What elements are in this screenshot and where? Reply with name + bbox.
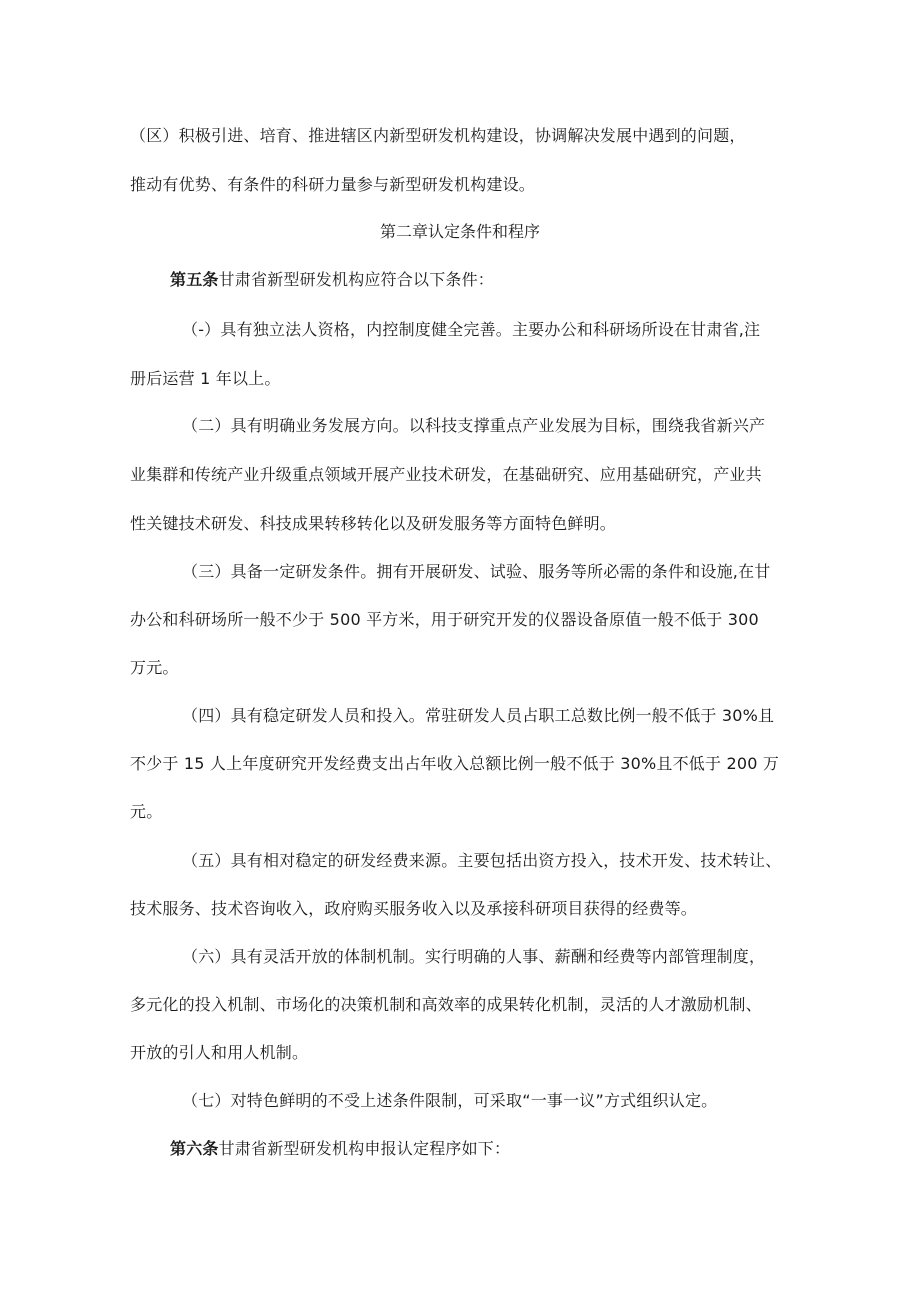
paragraph-line: 推动有优势、有条件的科研力量参与新型研发机构建设。 (130, 175, 536, 194)
paragraph-line: （七）对特色鲜明的不受上述条件限制，可采取“一事一议”方式组织认定。 (182, 1091, 718, 1110)
paragraph-line: 技术服务、技术咨询收入，政府购买服务收入以及承接科研项目获得的经费等。 (130, 899, 698, 918)
paragraph-line: 不少于 15 人上年度研究开发经费支出占年收入总额比例一般不低于 30%且不低于 200 万 (130, 754, 780, 773)
paragraph-line: （区）积极引进、培育、推进辖区内新型研发机构建设，协调解决发展中遇到的问题， (130, 126, 746, 145)
article-5-text: 甘肃省新型研发机构应符合以下条件： (218, 270, 495, 289)
article-6-text: 甘肃省新型研发机构申报认定程序如下： (218, 1139, 511, 1158)
paragraph-line: （三）具备一定研发条件。拥有开展研发、试验、服务等所必需的条件和设施,在甘 (182, 562, 771, 581)
paragraph-line: 册后运营 1 年以上。 (130, 369, 281, 388)
paragraph-line: （六）具有灵活开放的体制机制。实行明确的人事、薪酬和经费等内部管理制度， (182, 947, 766, 966)
paragraph-line: 性关键技术研发、科技成果转移转化以及研发服务等方面特色鲜明。 (130, 514, 617, 533)
paragraph-line: 多元化的投入机制、市场化的决策机制和高效率的成果转化机制，灵活的人才激励机制、 (130, 995, 762, 1014)
paragraph-line: 办公和科研场所一般不少于 500 平方米，用于研究开发的仪器设备原值一般不低于 300 (130, 610, 759, 629)
paragraph-line: （-）具有独立法人资格，内控制度健全完善。主要办公和科研场所设在甘肃省,注 (182, 320, 761, 339)
article-6 (170, 1139, 510, 1159)
article-5 (170, 270, 494, 290)
paragraph-line: 万元。 (130, 658, 179, 677)
paragraph-line: 开放的引人和用人机制。 (130, 1043, 309, 1062)
chapter-heading: 第二章认定条件和程序 (379, 222, 540, 241)
paragraph-line: （二）具有明确业务发展方向。以科技支撑重点产业发展为目标，围绕我省新兴产 (182, 416, 766, 435)
article-6-label: 第六条 (170, 1139, 219, 1158)
paragraph-line: 元。 (130, 802, 163, 821)
article-5-label: 第五条 (170, 270, 219, 289)
paragraph-line: 业集群和传统产业升级重点领域开展产业技术研发，在基础研究、应用基础研究，产业共 (130, 465, 762, 484)
paragraph-line: （五）具有相对稳定的研发经费来源。主要包括出资方投入，技术开发、技术转让、 (182, 851, 782, 870)
paragraph-line: （四）具有稳定研发人员和投入。常驻研发人员占职工总数比例一般不低于 30%且 (182, 706, 775, 725)
